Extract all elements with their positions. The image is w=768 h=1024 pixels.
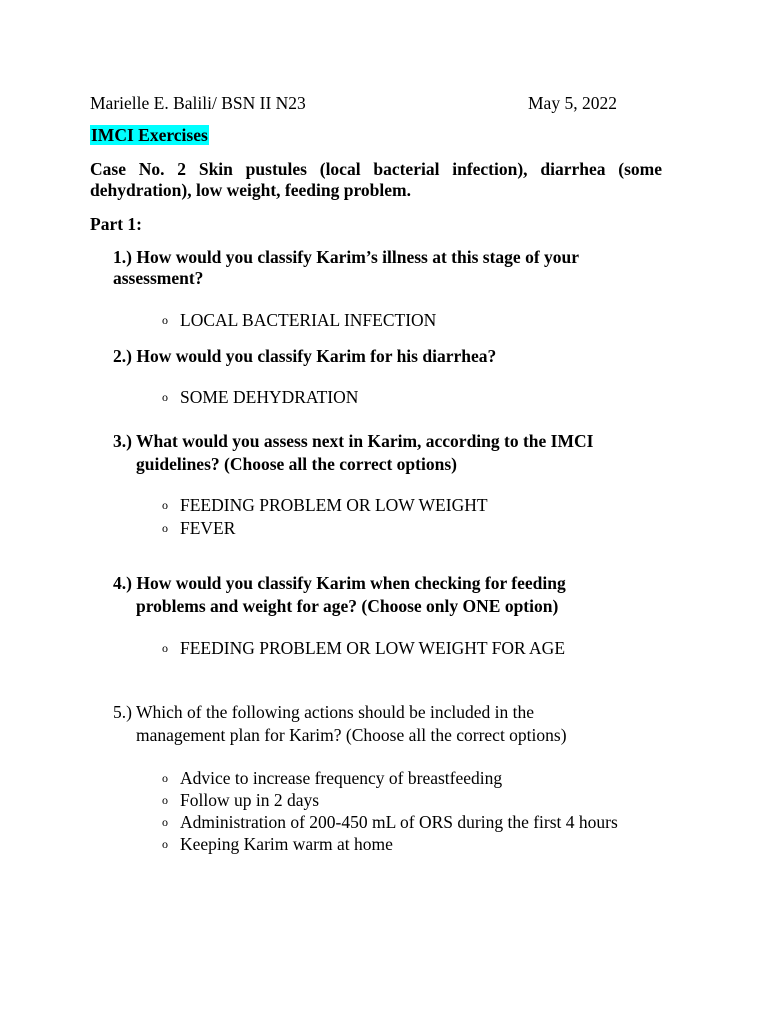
list-item: o FEEDING PROBLEM OR LOW WEIGHT FOR AGE xyxy=(158,638,565,659)
hollow-circle-bullet-icon: o xyxy=(162,815,168,829)
hollow-circle-bullet-icon: o xyxy=(162,641,168,655)
hollow-circle-bullet-icon: o xyxy=(162,837,168,851)
question-4-line-2: problems and weight for age? (Choose only ONE option) xyxy=(136,596,559,616)
hollow-circle-bullet-icon: o xyxy=(162,521,168,535)
list-item: o Advice to increase frequency of breastfeeding xyxy=(158,768,642,789)
hollow-circle-bullet-icon: o xyxy=(162,390,168,404)
title-highlight: IMCI Exercises xyxy=(91,125,208,145)
hollow-circle-bullet-icon: o xyxy=(162,313,168,327)
question-3-line-2: guidelines? (Choose all the correct options) xyxy=(136,454,457,474)
answers-5 xyxy=(158,768,642,855)
answers-3 xyxy=(158,495,488,539)
list-item: o LOCAL BACTERIAL INFECTION xyxy=(158,310,436,331)
question-1: 1.) How would you classify Karim’s illness at this stage of your assessment? xyxy=(113,247,579,288)
hollow-circle-bullet-icon: o xyxy=(162,771,168,785)
list-item: o Follow up in 2 days xyxy=(158,790,642,811)
date: May 5, 2022 xyxy=(528,93,617,113)
author-line: Marielle E. Balili/ BSN II N23 xyxy=(90,93,306,113)
question-2: 2.) How would you classify Karim for his diarrhea? xyxy=(113,346,497,366)
question-3-line-1: 3.) What would you assess next in Karim, according to the IMCI xyxy=(113,431,594,451)
list-item: o SOME DEHYDRATION xyxy=(158,387,358,408)
question-5-line-2: management plan for Karim? (Choose all the correct options) xyxy=(136,725,567,745)
document-title xyxy=(90,125,209,146)
list-item: o Administration of 200-450 mL of ORS during the first 4 hours xyxy=(158,812,642,833)
list-item: o FEEDING PROBLEM OR LOW WEIGHT xyxy=(158,495,488,516)
answers-4 xyxy=(158,638,565,659)
part-heading: Part 1: xyxy=(90,214,142,234)
case-description: Case No. 2 Skin pustules (local bacterial infection), diarrhea (some dehydration), low weight, feeding problem. xyxy=(90,159,662,200)
answers-2 xyxy=(158,387,358,408)
question-4-line-1: 4.) How would you classify Karim when checking for feeding xyxy=(113,573,566,593)
answers-1 xyxy=(158,310,436,331)
hollow-circle-bullet-icon: o xyxy=(162,498,168,512)
hollow-circle-bullet-icon: o xyxy=(162,793,168,807)
list-item: o Keeping Karim warm at home xyxy=(158,834,642,855)
question-5-line-1: 5.) Which of the following actions should be included in the xyxy=(113,702,535,722)
list-item: o FEVER xyxy=(158,518,488,539)
